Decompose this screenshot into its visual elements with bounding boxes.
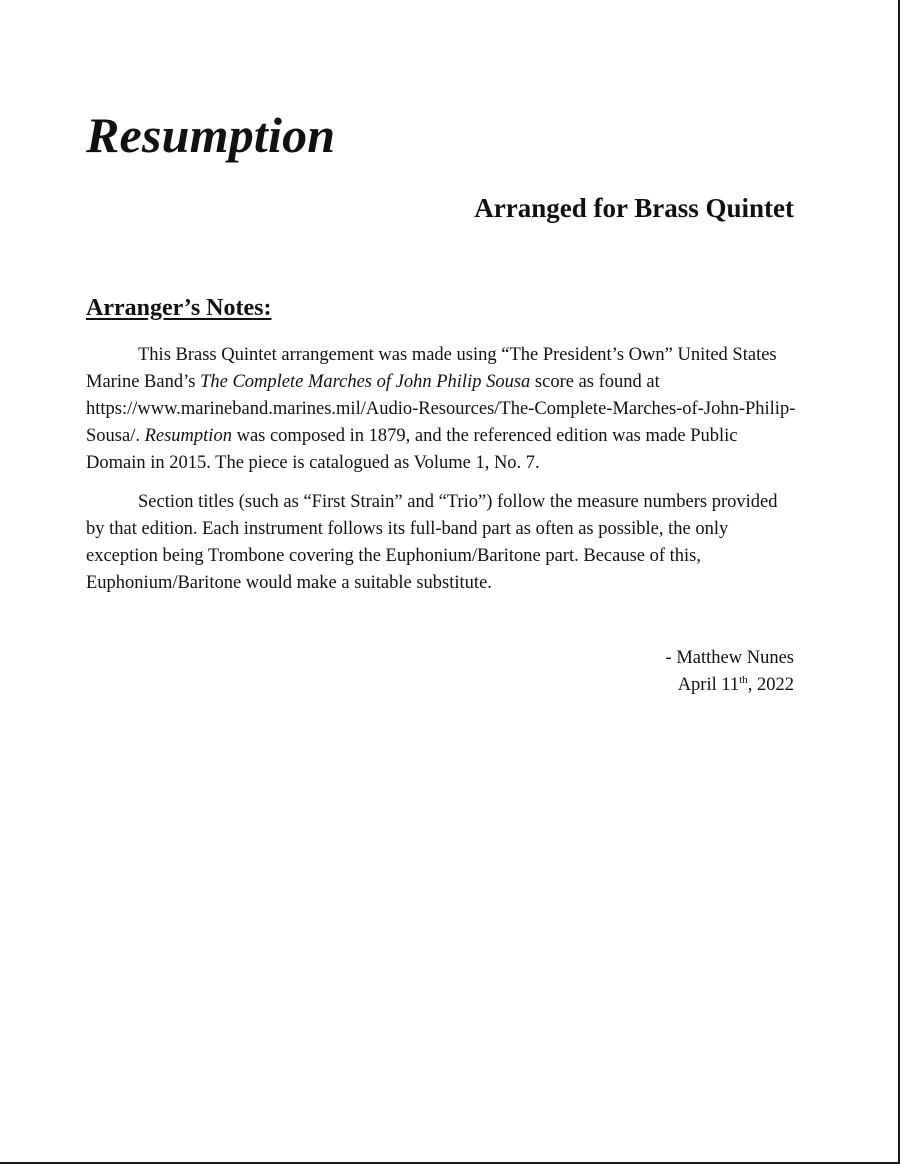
notes-paragraph-2: Section titles (such as “First Strain” and “Trio”) follow the measure numbers provided by that edition. Each instrument follows its full-band part as often as possible, the only exception being Trombone covering the Euphonium/Baritone part. Because of this, Euphonium/Baritone would make a suitable substitute. bbox=[86, 492, 778, 593]
document-title: Resumption bbox=[86, 107, 336, 163]
arrangers-notes-heading: Arranger’s Notes: bbox=[86, 295, 272, 321]
paragraph-1-text-b: score as found at https://www.marineband.marines.mil/Audio-Resources/The-Complete-Marches-of-John-Philip-Sousa/. bbox=[86, 372, 796, 446]
notes-paragraph-1 bbox=[86, 342, 796, 477]
paragraph-1-text-a: This Brass Quintet arrangement was made using “The President’s Own” United States Marine Band’s bbox=[86, 345, 777, 392]
paragraph-1-piece-title: Resumption bbox=[144, 426, 232, 446]
signature-block bbox=[666, 645, 794, 699]
arrangers-notes-body bbox=[86, 342, 796, 609]
paragraph-1-text-c: was composed in 1879, and the referenced edition was made Public Domain in 2015. The piece is catalogued as Volume 1, No. 7. bbox=[86, 426, 738, 473]
signature-date-ordinal: th bbox=[739, 673, 748, 686]
document-subtitle: Arranged for Brass Quintet bbox=[474, 193, 794, 223]
paragraph-1-score-title: The Complete Marches of John Philip Sousa bbox=[200, 372, 531, 392]
signature-date-prefix: April 11 bbox=[677, 675, 740, 695]
signature-date bbox=[666, 672, 794, 699]
signature-author: - Matthew Nunes bbox=[665, 648, 794, 668]
signature-date-year: , 2022 bbox=[747, 675, 794, 695]
